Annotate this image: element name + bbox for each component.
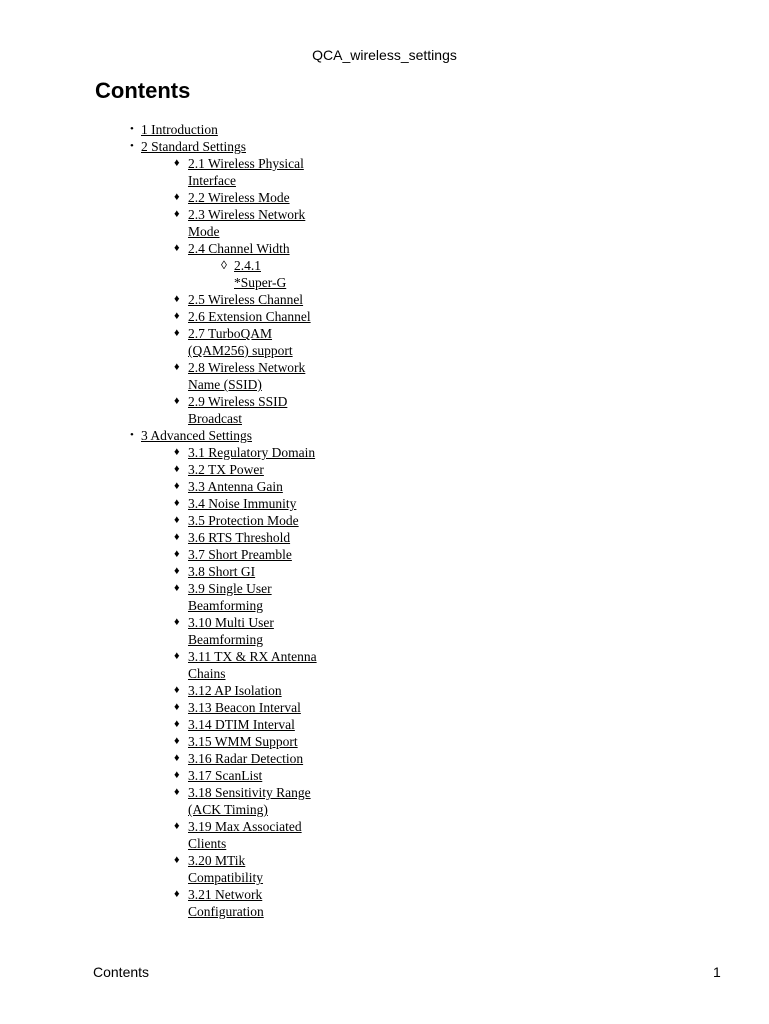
toc-link[interactable]: 3.5 Protection Mode	[188, 513, 299, 528]
toc-link[interactable]: 3.8 Short GI	[188, 564, 256, 579]
toc-item-level-2	[0, 478, 320, 495]
toc-item-level-1	[0, 138, 311, 155]
toc-item-level-2	[0, 546, 320, 563]
toc-item-level-2	[0, 699, 320, 716]
toc-link[interactable]: 3 Advanced Settings	[141, 428, 252, 443]
toc-item-level-2	[0, 614, 320, 648]
toc-item-level-2	[0, 308, 320, 325]
bullet-icon: •	[130, 123, 134, 135]
toc-list	[0, 121, 320, 920]
toc-item-level-2	[0, 495, 320, 512]
bullet-icon: ♦	[174, 293, 180, 305]
toc-item-level-3	[0, 257, 294, 291]
toc-item-level-2	[0, 359, 320, 393]
bullet-icon: ♦	[174, 463, 180, 475]
toc-item-level-2	[0, 461, 320, 478]
table-of-contents	[0, 121, 320, 920]
toc-link[interactable]: 3.6 RTS Threshold	[188, 530, 291, 545]
bullet-icon: ♦	[174, 446, 180, 458]
toc-link[interactable]: 3.12 AP Isolation	[188, 683, 282, 698]
bullet-icon: ♦	[174, 582, 180, 594]
toc-link[interactable]: 2.6 Extension Channel	[188, 309, 311, 324]
bullet-icon: ♦	[174, 735, 180, 747]
toc-link[interactable]: 3.21 Network Configuration	[188, 887, 264, 919]
bullet-icon: ♦	[174, 208, 180, 220]
bullet-icon: ♦	[174, 157, 180, 169]
bullet-icon: •	[130, 140, 134, 152]
toc-item-level-2	[0, 716, 320, 733]
toc-item-level-2	[0, 444, 320, 461]
toc-item-level-2	[0, 648, 320, 682]
toc-item-level-2	[0, 767, 320, 784]
bullet-icon: ♦	[174, 327, 180, 339]
toc-link[interactable]: 2.7 TurboQAM (QAM256) support	[188, 326, 293, 358]
toc-item-level-2	[0, 682, 320, 699]
toc-link[interactable]: 2.4 Channel Width	[188, 241, 290, 256]
toc-item-level-2	[0, 563, 320, 580]
bullet-icon: ♦	[174, 752, 180, 764]
toc-link[interactable]: 2.2 Wireless Mode	[188, 190, 290, 205]
toc-item-level-2	[0, 580, 320, 614]
toc-link[interactable]: 3.9 Single User Beamforming	[188, 581, 272, 613]
toc-link[interactable]: 1 Introduction	[141, 122, 218, 137]
toc-link[interactable]: 3.7 Short Preamble	[188, 547, 292, 562]
toc-item-level-2	[0, 291, 320, 308]
toc-item-level-2	[0, 189, 320, 206]
toc-item-level-2	[0, 750, 320, 767]
bullet-icon: ♦	[174, 480, 180, 492]
bullet-icon: ♦	[174, 395, 180, 407]
toc-item-level-1	[0, 121, 311, 138]
bullet-icon: ♦	[174, 310, 180, 322]
toc-link[interactable]: 3.15 WMM Support	[188, 734, 298, 749]
bullet-icon: ♦	[174, 191, 180, 203]
bullet-icon: ♦	[174, 701, 180, 713]
bullet-icon: ♦	[174, 514, 180, 526]
toc-item-level-2	[0, 784, 320, 818]
bullet-icon: ♦	[174, 548, 180, 560]
toc-item-level-2	[0, 512, 320, 529]
bullet-icon: ♦	[174, 497, 180, 509]
bullet-icon: ♦	[174, 242, 180, 254]
toc-item-level-2	[0, 529, 320, 546]
toc-item-level-2	[0, 240, 320, 257]
toc-link[interactable]: 3.17 ScanList	[188, 768, 263, 783]
toc-link[interactable]: 3.19 Max Associated Clients	[188, 819, 302, 851]
toc-item-level-2	[0, 393, 320, 427]
bullet-icon: ♦	[174, 650, 180, 662]
bullet-icon: ♦	[174, 820, 180, 832]
bullet-icon: ♦	[174, 718, 180, 730]
toc-item-level-2	[0, 325, 320, 359]
bullet-icon: ♦	[174, 684, 180, 696]
toc-link[interactable]: 2.5 Wireless Channel	[188, 292, 304, 307]
bullet-icon: ♦	[174, 854, 180, 866]
bullet-icon: ◊	[221, 258, 227, 272]
toc-link[interactable]: 3.3 Antenna Gain	[188, 479, 283, 494]
bullet-icon: ♦	[174, 361, 180, 373]
toc-link[interactable]: 2.8 Wireless Network Name (SSID)	[188, 360, 306, 392]
bullet-icon: ♦	[174, 616, 180, 628]
toc-link[interactable]: 3.18 Sensitivity Range (ACK Timing)	[188, 785, 311, 817]
toc-link[interactable]: 3.16 Radar Detection	[188, 751, 304, 766]
bullet-icon: ♦	[174, 565, 180, 577]
toc-item-level-2	[0, 886, 320, 920]
toc-link[interactable]: 3.11 TX & RX Antenna Chains	[188, 649, 317, 681]
toc-link[interactable]: 2.3 Wireless Network Mode	[188, 207, 306, 239]
toc-item-level-2	[0, 155, 320, 189]
footer-section-name: Contents	[93, 964, 150, 980]
toc-link[interactable]: 2.9 Wireless SSID Broadcast	[188, 394, 288, 426]
toc-link[interactable]: 3.14 DTIM Interval	[188, 717, 295, 732]
toc-link[interactable]: 3.1 Regulatory Domain	[188, 445, 316, 460]
toc-link[interactable]: 3.13 Beacon Interval	[188, 700, 301, 715]
toc-item-level-2	[0, 206, 320, 240]
toc-link[interactable]: 3.2 TX Power	[188, 462, 264, 477]
footer-page-number: 1	[713, 964, 721, 980]
toc-item-level-2	[0, 852, 320, 886]
toc-link[interactable]: 2.1 Wireless Physical Interface	[188, 156, 304, 188]
toc-link[interactable]: 2.4.1 *Super-G	[234, 258, 287, 290]
toc-link[interactable]: 3.20 MTik Compatibility	[188, 853, 264, 885]
page-header-title: QCA_wireless_settings	[312, 47, 457, 63]
toc-link[interactable]: 3.4 Noise Immunity	[188, 496, 297, 511]
bullet-icon: ♦	[174, 786, 180, 798]
bullet-icon: ♦	[174, 769, 180, 781]
toc-item-level-2	[0, 818, 320, 852]
toc-item-level-1	[0, 427, 311, 444]
toc-item-level-2	[0, 733, 320, 750]
toc-link[interactable]: 3.10 Multi User Beamforming	[188, 615, 274, 647]
contents-heading: Contents	[95, 78, 191, 103]
bullet-icon: •	[130, 429, 134, 441]
toc-link[interactable]: 2 Standard Settings	[141, 139, 246, 154]
bullet-icon: ♦	[174, 888, 180, 900]
bullet-icon: ♦	[174, 531, 180, 543]
